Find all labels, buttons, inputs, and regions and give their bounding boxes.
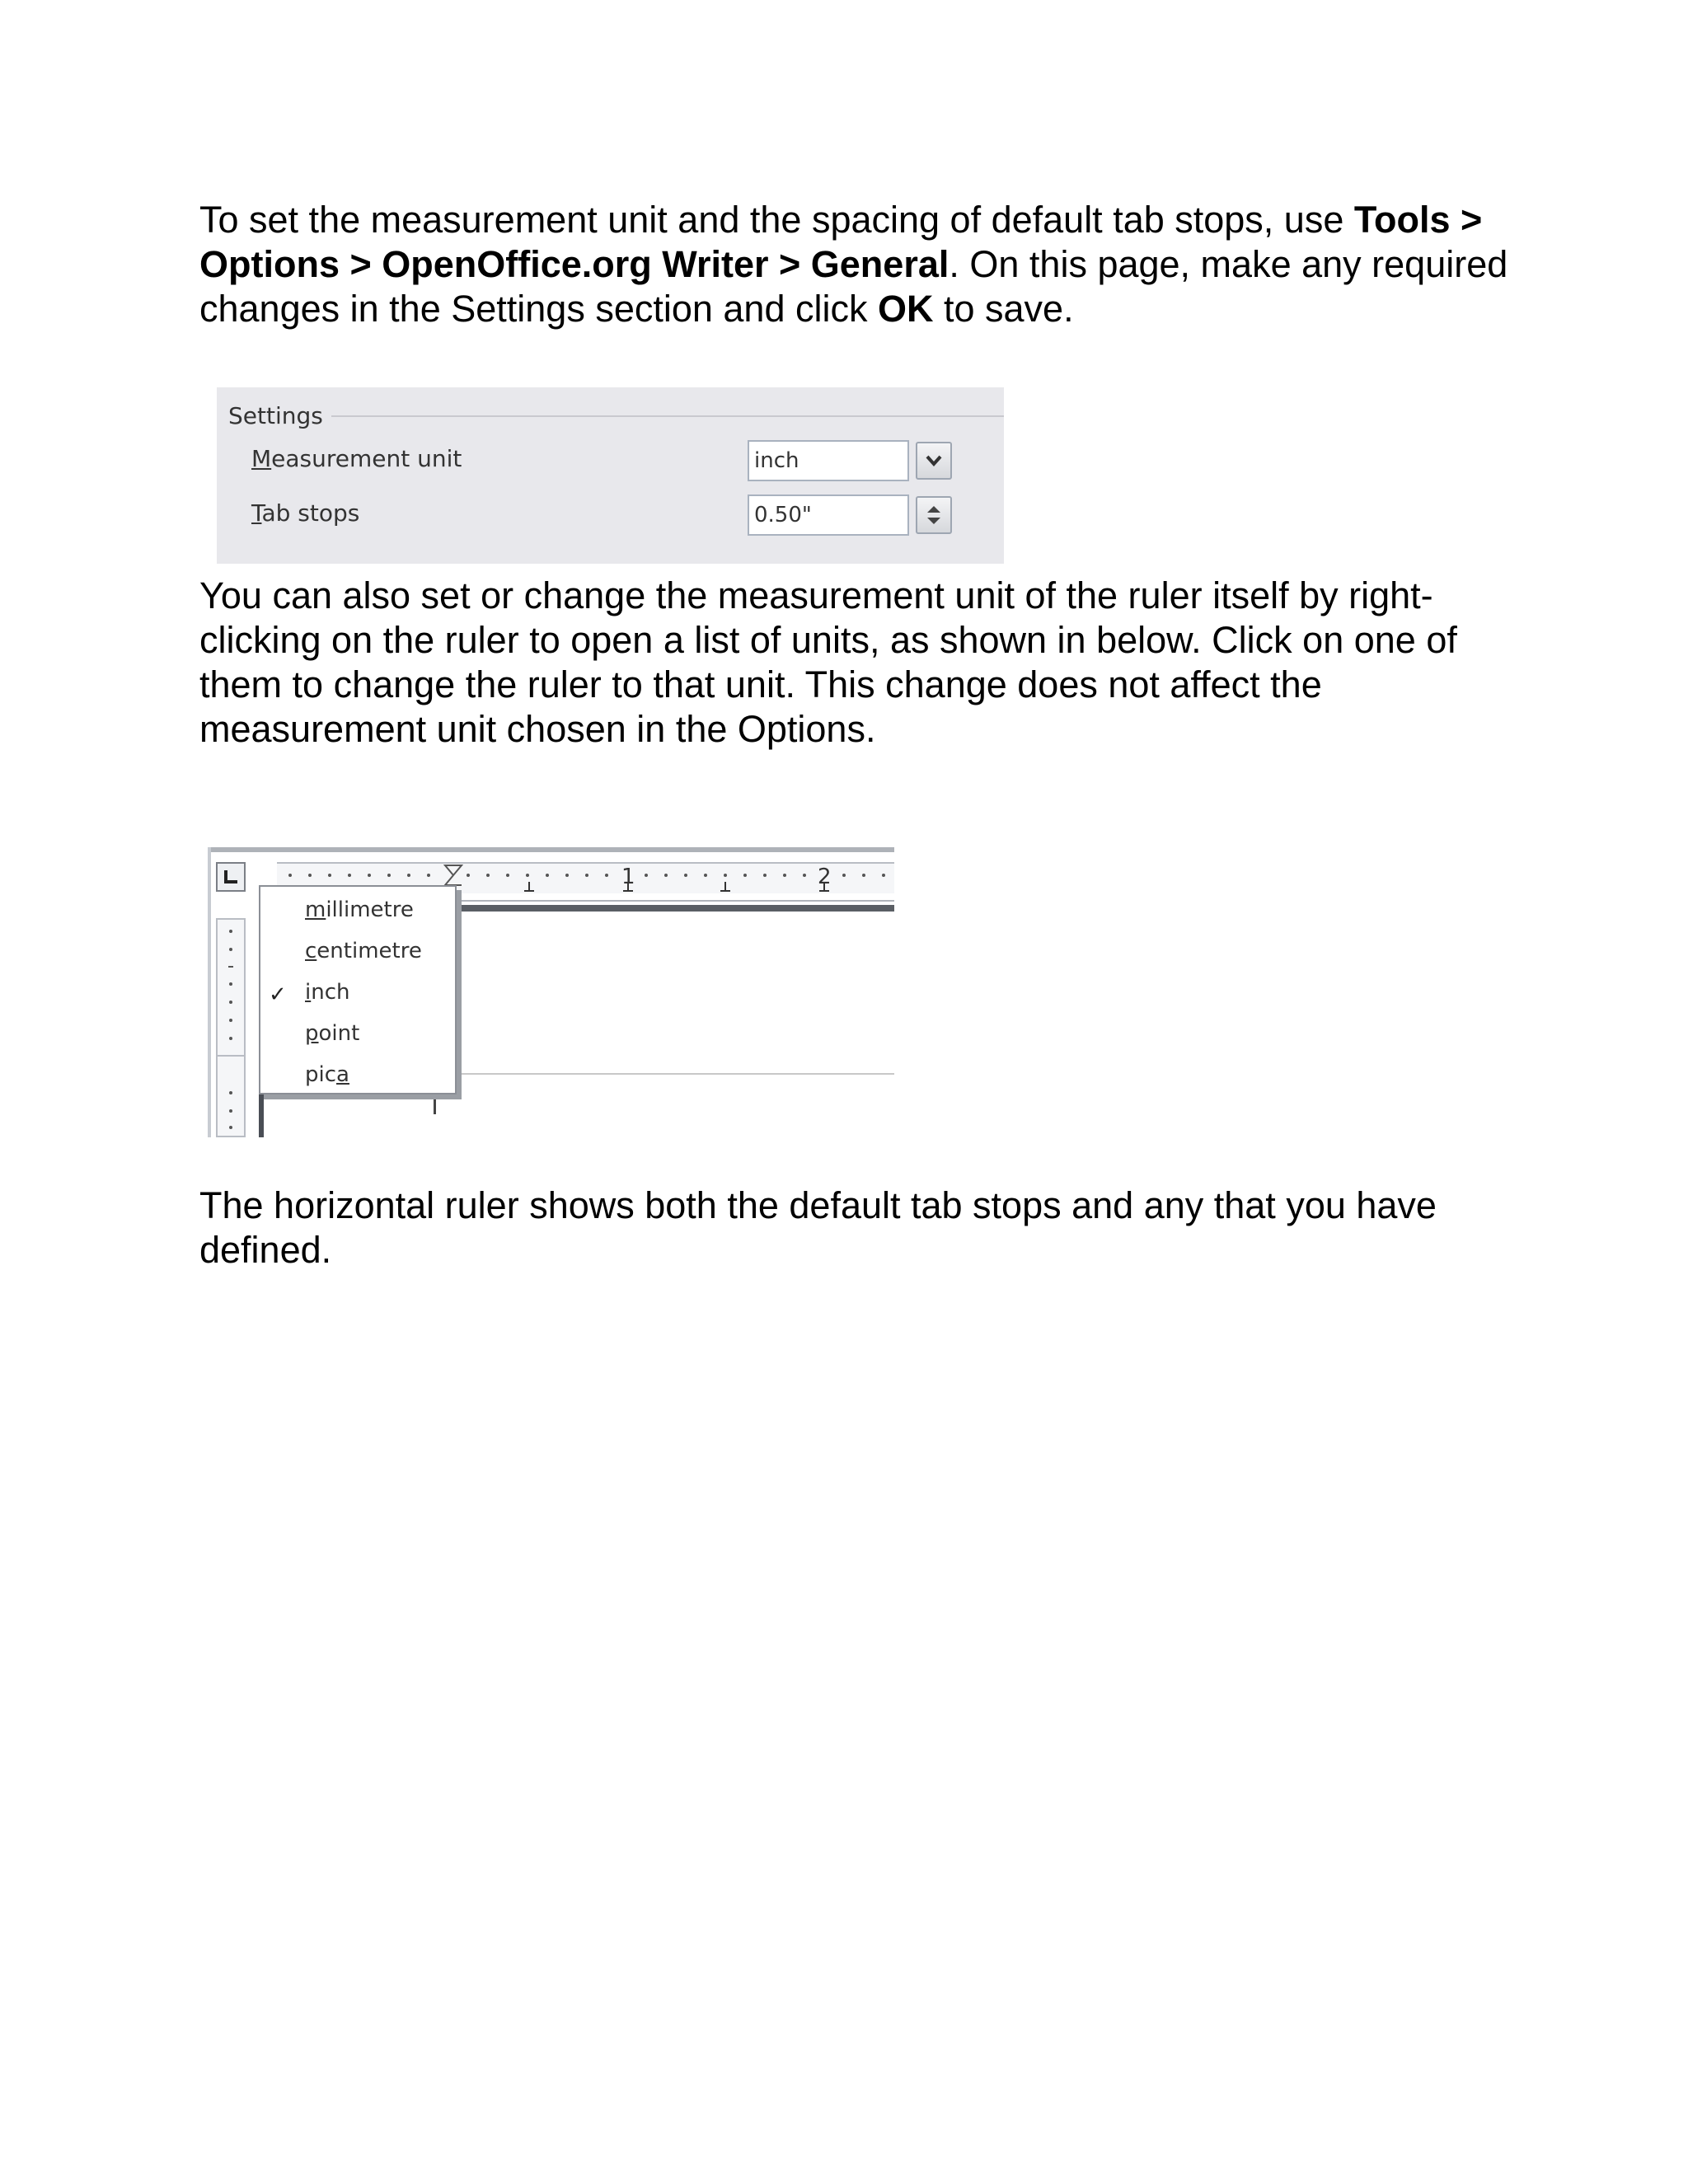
ruler-dot bbox=[862, 874, 865, 877]
measurement-unit-select[interactable] bbox=[748, 440, 909, 481]
intro-paragraph bbox=[199, 198, 1535, 331]
tab-stops-spinner[interactable] bbox=[916, 496, 952, 534]
ruler-dot bbox=[585, 874, 588, 877]
ruler-dot bbox=[664, 874, 668, 877]
text-cursor bbox=[434, 1096, 436, 1114]
intro-text-2: . On this page, make any required changes in the Settings section and click bbox=[199, 243, 1508, 330]
ruler-dot bbox=[328, 874, 331, 877]
ruler-dot bbox=[783, 874, 786, 877]
ruler-dot bbox=[427, 874, 430, 877]
ruler-label-1: 1 bbox=[621, 865, 635, 889]
ruler-dot bbox=[486, 874, 490, 877]
settings-divider bbox=[228, 415, 1004, 417]
ruler-dot bbox=[842, 874, 846, 877]
ruler-label-2: 2 bbox=[818, 865, 832, 889]
default-tab-stop-marker bbox=[720, 882, 730, 891]
ruler-dot bbox=[506, 874, 509, 877]
ruler-dot bbox=[724, 874, 727, 877]
page-boundary bbox=[455, 1073, 894, 1075]
menu-path: Tools > Options > OpenOffice.org Writer > General bbox=[199, 199, 1483, 285]
ruler-dot bbox=[565, 874, 569, 877]
spin-arrows-icon bbox=[917, 498, 950, 532]
ruler-dot bbox=[546, 874, 549, 877]
ruler-dot bbox=[348, 874, 351, 877]
ruler-dot bbox=[288, 874, 292, 877]
ruler-bottom-bar bbox=[452, 905, 894, 912]
tab-stops-input[interactable] bbox=[748, 494, 909, 536]
vertical-ruler-ticks bbox=[218, 920, 244, 1136]
ruler-dot bbox=[704, 874, 707, 877]
measurement-unit-label: Measurement unit bbox=[251, 445, 462, 472]
menu-item-point[interactable]: point bbox=[305, 1021, 360, 1046]
ruler-dot bbox=[743, 874, 747, 877]
ruler-dot bbox=[684, 874, 687, 877]
dropdown-button[interactable] bbox=[916, 442, 952, 480]
ruler-dot bbox=[387, 874, 391, 877]
ruler-dot bbox=[803, 874, 806, 877]
ruler-dot bbox=[526, 874, 529, 877]
ruler-dot bbox=[882, 874, 885, 877]
menu-item-inch[interactable]: inch bbox=[305, 980, 350, 1005]
tab-stops-label: Tab stops bbox=[251, 499, 360, 527]
settings-panel bbox=[217, 387, 1004, 564]
ruler-dot bbox=[645, 874, 648, 877]
ruler-dot bbox=[407, 874, 410, 877]
indent-marker-icon bbox=[445, 865, 462, 885]
ruler-dot bbox=[605, 874, 608, 877]
closing-paragraph: The horizontal ruler shows both the default tab stops and any that you have defined. bbox=[199, 1184, 1437, 1271]
ruler-dot bbox=[368, 874, 371, 877]
menu-item-pica[interactable]: pica bbox=[305, 1062, 349, 1087]
ruler-dot bbox=[763, 874, 767, 877]
menu-item-millimetre[interactable]: millimetre bbox=[305, 898, 414, 922]
tab-stops-value: 0.50" bbox=[754, 503, 812, 527]
ruler-screenshot bbox=[208, 847, 894, 1137]
default-tab-stop-marker bbox=[524, 882, 534, 891]
intro-text-3: to save. bbox=[933, 288, 1074, 330]
tab-type-button[interactable] bbox=[216, 862, 246, 892]
units-context-menu bbox=[259, 885, 457, 1094]
ruler-dot bbox=[308, 874, 312, 877]
ok-text: OK bbox=[878, 288, 934, 330]
measurement-unit-value: inch bbox=[754, 448, 799, 473]
settings-legend: Settings bbox=[228, 402, 331, 429]
intro-text-1: To set the measurement unit and the spacing of default tab stops, use bbox=[199, 199, 1344, 241]
ruler-paragraph: You can also set or change the measurement unit of the ruler itself by right-clicking on the ruler to open a list of units, as shown in below. Click on one of them to change the ruler to that unit. This change does not affect the measurement unit chosen in the Options. bbox=[199, 574, 1457, 750]
menu-item-centimetre[interactable]: centimetre bbox=[305, 939, 422, 963]
vertical-ruler[interactable] bbox=[216, 918, 246, 1137]
chevron-down-icon bbox=[917, 443, 950, 478]
ruler-dot bbox=[467, 874, 470, 877]
left-tab-icon bbox=[218, 864, 244, 890]
checkmark-icon: ✓ bbox=[269, 982, 287, 1007]
